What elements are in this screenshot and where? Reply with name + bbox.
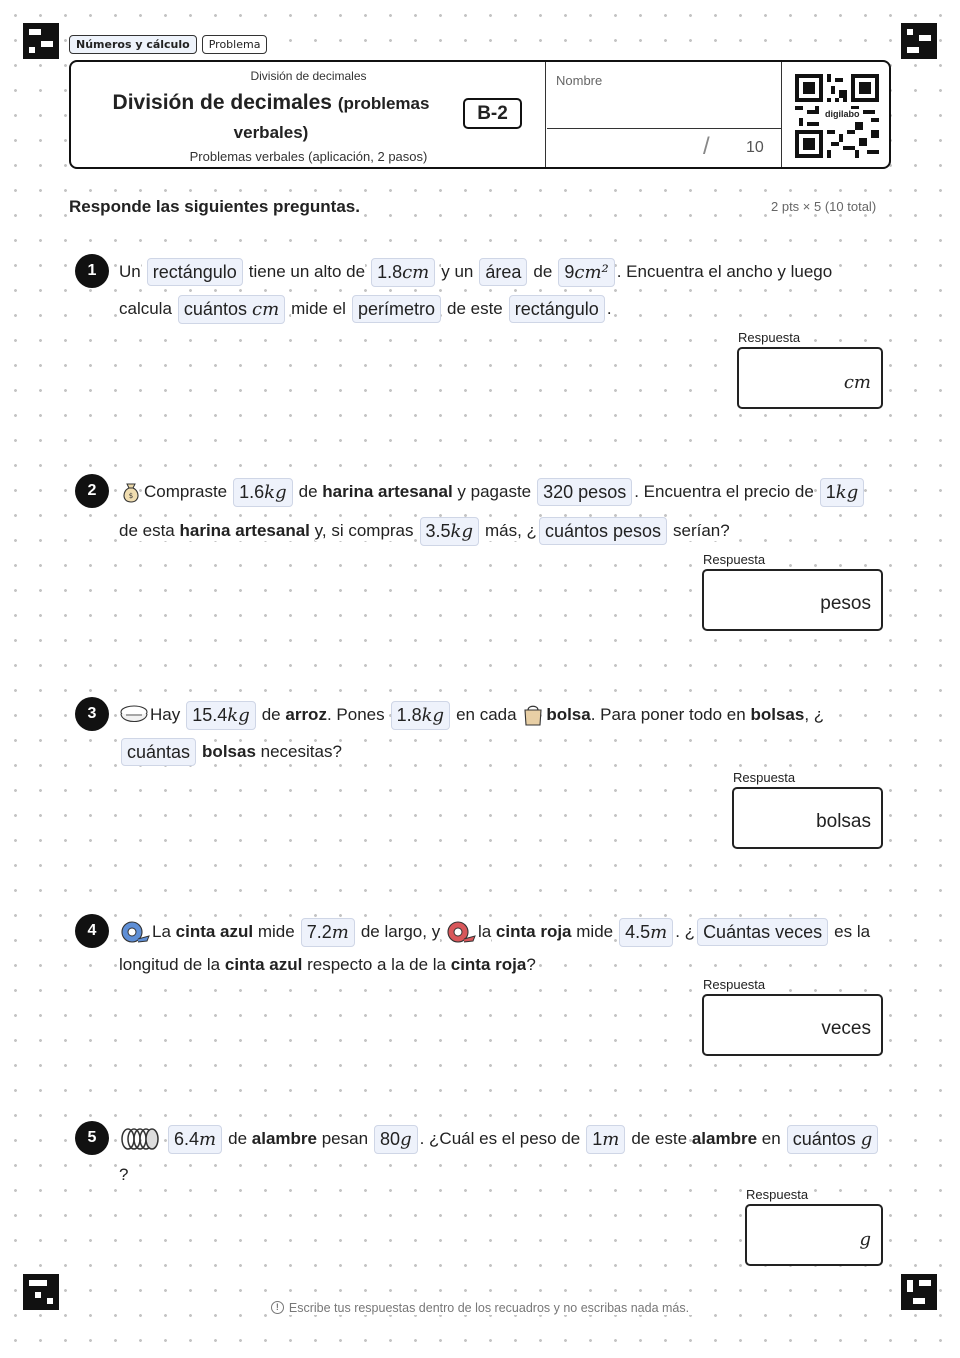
name-field[interactable]: [547, 62, 781, 129]
svg-text:$: $: [128, 492, 134, 500]
quantity: 15.4kg: [186, 701, 255, 730]
quantity: 1m: [586, 1125, 625, 1154]
answer-box[interactable]: [702, 569, 883, 631]
corner-marker-top-right: [901, 23, 937, 59]
text: , ¿: [804, 705, 825, 724]
score-total: 10: [746, 139, 764, 156]
answer-box[interactable]: [702, 994, 883, 1056]
text: mide: [257, 922, 295, 941]
question-5-line-1: [119, 1123, 884, 1155]
answer-box[interactable]: [732, 787, 883, 849]
quantity: 1.8cm: [371, 258, 435, 287]
score-slash: /: [703, 133, 710, 160]
question-number: 3: [75, 697, 109, 731]
answer-unit: cm: [843, 372, 871, 393]
bold-text: cinta roja: [450, 955, 527, 974]
tag-type: Problema: [202, 35, 268, 54]
text: .: [606, 299, 612, 318]
blue-tape-icon: [119, 920, 151, 944]
text: Compraste: [144, 482, 228, 501]
question-5-line-2: [119, 1159, 128, 1191]
worksheet-description: Problemas verbales (aplicación, 2 pasos): [189, 149, 428, 164]
text: . Encuentra el ancho y luego: [616, 262, 833, 281]
text: respecto a la de la: [307, 955, 446, 974]
text: de largo, y: [360, 922, 441, 941]
qr-code-icon: [795, 74, 879, 158]
worksheet-title: [111, 89, 431, 147]
answer-label: Respuesta: [703, 977, 766, 992]
text: mide: [576, 922, 614, 941]
bold-text: bolsa: [546, 705, 591, 724]
quantity: 1kg: [820, 478, 864, 507]
text: pesan: [321, 1129, 369, 1148]
question-1-line-2: [119, 293, 612, 325]
worksheet-subtitle: División de decimales: [250, 69, 367, 83]
footer-text: Escribe tus respuestas dentro de los recuadros y no escribas nada más.: [288, 1300, 690, 1315]
text: Un: [119, 262, 141, 281]
info-icon: !: [271, 1301, 284, 1314]
name-label: Nombre: [556, 73, 603, 88]
quantity: 3.5kg: [420, 517, 479, 546]
tag-category: Números y cálculo: [69, 35, 197, 54]
text: y un: [441, 262, 474, 281]
quantity: 1.8kg: [391, 701, 450, 730]
bold-text: alambre: [251, 1129, 317, 1148]
instructions: Responde las siguientes preguntas.: [69, 197, 360, 216]
quantity: 4.5m: [619, 918, 673, 947]
answer-unit: bolsas: [816, 811, 871, 832]
quantity: 9cm²: [558, 258, 614, 287]
answer-unit: g: [859, 1229, 871, 1250]
answer-label: Respuesta: [703, 552, 766, 567]
bold-text: alambre: [691, 1129, 758, 1148]
question-number: 4: [75, 914, 109, 948]
question-number: 1: [75, 254, 109, 288]
money-bag-icon: [119, 480, 143, 504]
text: de: [261, 705, 281, 724]
answer-box[interactable]: [745, 1204, 883, 1266]
answer-unit: pesos: [820, 593, 871, 614]
title-panel: [71, 62, 546, 167]
question-4-line-1: [119, 916, 870, 948]
answer-label: Respuesta: [746, 1187, 809, 1202]
text: calcula: [119, 299, 172, 318]
question-number: 2: [75, 474, 109, 508]
qr-panel: [781, 62, 889, 167]
text: La: [152, 922, 171, 941]
text: . Para poner todo en: [590, 705, 746, 724]
keyword: rectángulo: [147, 258, 243, 286]
bold-text: bolsas: [750, 705, 805, 724]
text: de esta: [119, 521, 175, 540]
text: de este: [631, 1129, 688, 1148]
answer-label: Respuesta: [733, 770, 796, 785]
text: . Encuentra el precio de: [634, 482, 814, 501]
corner-marker-top-left: [23, 23, 59, 59]
text: serían?: [673, 521, 730, 540]
question-3-line-1: [119, 699, 824, 731]
worksheet-code: B-2: [463, 98, 522, 129]
keyword: área: [479, 258, 527, 286]
keyword: cuántos cm: [178, 295, 285, 324]
text: es la: [834, 922, 871, 941]
question-4-line-2: [119, 949, 536, 981]
question-3-line-2: [119, 736, 342, 768]
points-info: 2 pts × 5 (10 total): [771, 199, 877, 214]
text: y pagaste: [457, 482, 532, 501]
text: . ¿: [675, 922, 696, 941]
qr-label: digilabo: [825, 109, 860, 119]
question-number: 5: [75, 1121, 109, 1155]
bold-text: cinta azul: [175, 922, 254, 941]
quantity: 320 pesos: [537, 478, 632, 506]
answer-unit: veces: [821, 1018, 871, 1039]
score-field: [547, 129, 781, 167]
keyword: cuántos pesos: [539, 517, 667, 545]
question-2-line-2: [119, 515, 730, 547]
bold-text: harina artesanal: [322, 482, 453, 501]
keyword: perímetro: [352, 295, 441, 323]
text: de este: [446, 299, 503, 318]
bold-text: cinta azul: [224, 955, 303, 974]
bold-text: arroz: [285, 705, 327, 724]
answer-box[interactable]: [737, 347, 883, 409]
question-1-line-1: [119, 256, 832, 288]
bold-text: harina artesanal: [179, 521, 310, 540]
answer-label: Respuesta: [738, 330, 801, 345]
text: mide el: [291, 299, 346, 318]
category-tags: [69, 35, 267, 54]
text: en cada: [456, 705, 517, 724]
text: y, si compras: [314, 521, 414, 540]
question-2-line-1: [119, 476, 870, 508]
text: tiene un alto de: [248, 262, 366, 281]
title-main: División de decimales: [112, 91, 332, 114]
footer-note: [0, 1299, 960, 1315]
rice-bowl-icon: [119, 703, 149, 727]
text: . Pones: [326, 705, 385, 724]
title-small: (problemas verbales): [233, 94, 430, 142]
text: longitud de la: [119, 955, 221, 974]
keyword: cuántas: [121, 738, 196, 766]
text: en: [761, 1129, 781, 1148]
quantity: 6.4m: [168, 1125, 222, 1154]
text: de: [228, 1129, 248, 1148]
text: Hay: [150, 705, 181, 724]
worksheet-header: [69, 60, 891, 169]
text: necesitas?: [260, 742, 342, 761]
text: ?: [119, 1165, 129, 1184]
bold-text: bolsas: [202, 742, 256, 761]
quantity: 7.2m: [301, 918, 355, 947]
quantity: 80g: [374, 1125, 418, 1154]
keyword: cuántos g: [787, 1125, 879, 1154]
keyword: Cuántas veces: [697, 918, 828, 946]
text: la: [477, 922, 492, 941]
text: más, ¿: [484, 521, 537, 540]
text: . ¿Cuál es el peso de: [419, 1129, 581, 1148]
text: de: [298, 482, 318, 501]
bag-icon: [521, 703, 545, 727]
text: ?: [526, 955, 536, 974]
quantity: 1.6kg: [233, 478, 292, 507]
red-tape-icon: [445, 920, 477, 944]
bold-text: cinta roja: [495, 922, 572, 941]
keyword: rectángulo: [509, 295, 605, 323]
text: de: [533, 262, 553, 281]
wire-coil-icon: [119, 1127, 161, 1151]
